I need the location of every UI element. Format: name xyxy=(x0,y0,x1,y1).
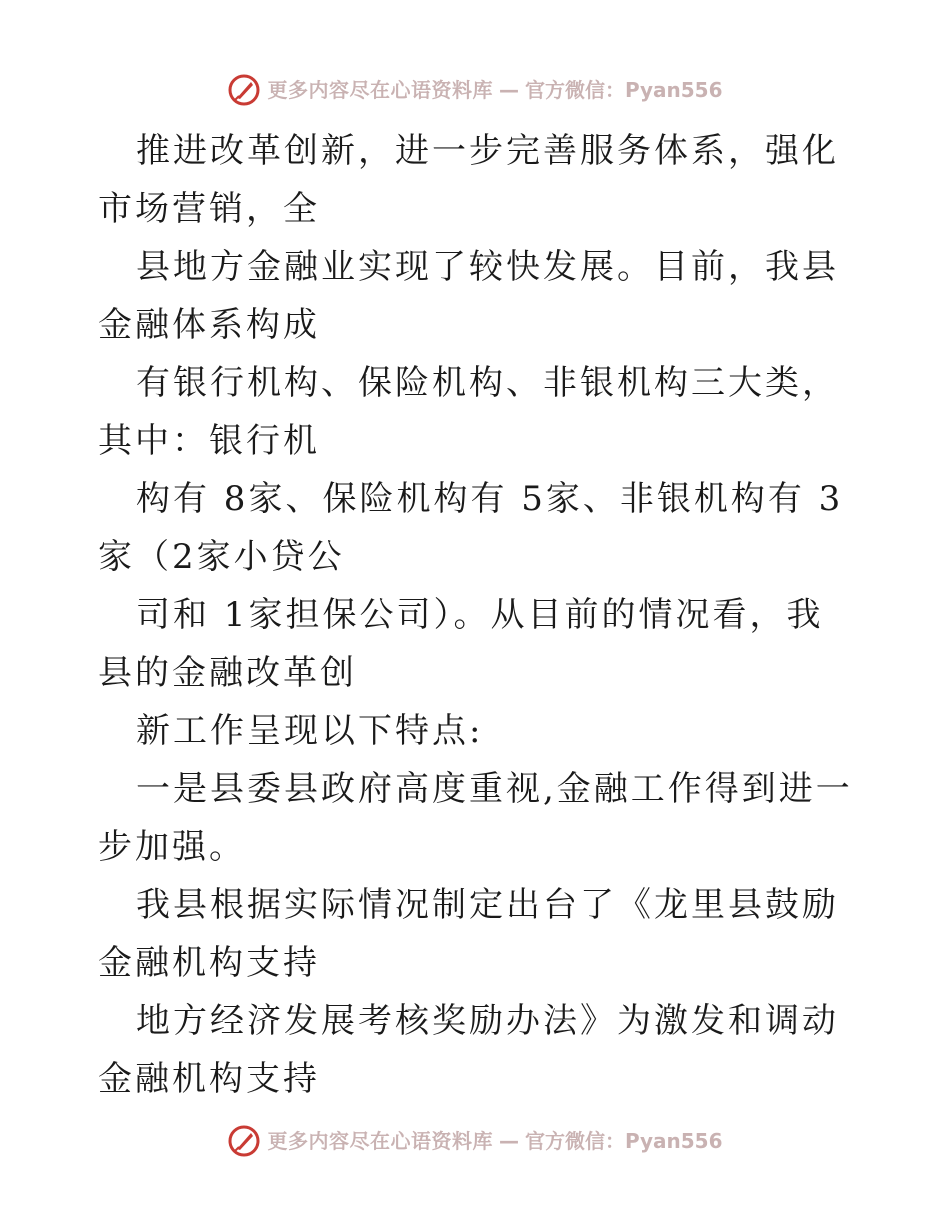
watermark-dash: — xyxy=(498,1129,519,1153)
quill-logo-icon xyxy=(227,73,261,107)
paragraph-6: 新工作呈现以下特点: xyxy=(136,711,484,751)
paragraph-3: 有银行机构、保险机构、非银机构三大类，其中：银行机 xyxy=(98,363,839,461)
watermark-wechat: 官方微信：Pyan556 xyxy=(524,78,723,102)
paragraph-9: 地方经济发展考核奖励办法》为激发和调动金融机构支持 xyxy=(98,1001,839,1099)
quill-logo-icon xyxy=(227,1124,261,1158)
footer-watermark xyxy=(0,1121,950,1161)
watermark-text: 更多内容尽在心语资料库 xyxy=(267,1129,493,1153)
watermark-text: 更多内容尽在心语资料库 xyxy=(267,78,493,102)
paragraph-8: 我县根据实际情况制定出台了《龙里县鼓励金融机构支持 xyxy=(98,885,839,983)
paragraph-5: 司和 1家担保公司）。从目前的情况看，我县的金融改革创 xyxy=(98,595,824,693)
header-watermark xyxy=(0,70,950,110)
document-body xyxy=(98,122,858,1108)
paragraph-7: 一是县委县政府高度重视,金融工作得到进一步加强。 xyxy=(98,769,853,867)
paragraph-2: 县地方金融业实现了较快发展。目前，我县金融体系构成 xyxy=(98,247,839,345)
watermark-dash: — xyxy=(498,78,519,102)
paragraph-1: 推进改革创新，进一步完善服务体系，强化市场营销，全 xyxy=(98,131,839,229)
paragraph-4: 构有 8家、保险机构有 5家、非银机构有 3家（2家小贷公 xyxy=(98,479,844,577)
watermark-wechat: 官方微信：Pyan556 xyxy=(524,1129,723,1153)
